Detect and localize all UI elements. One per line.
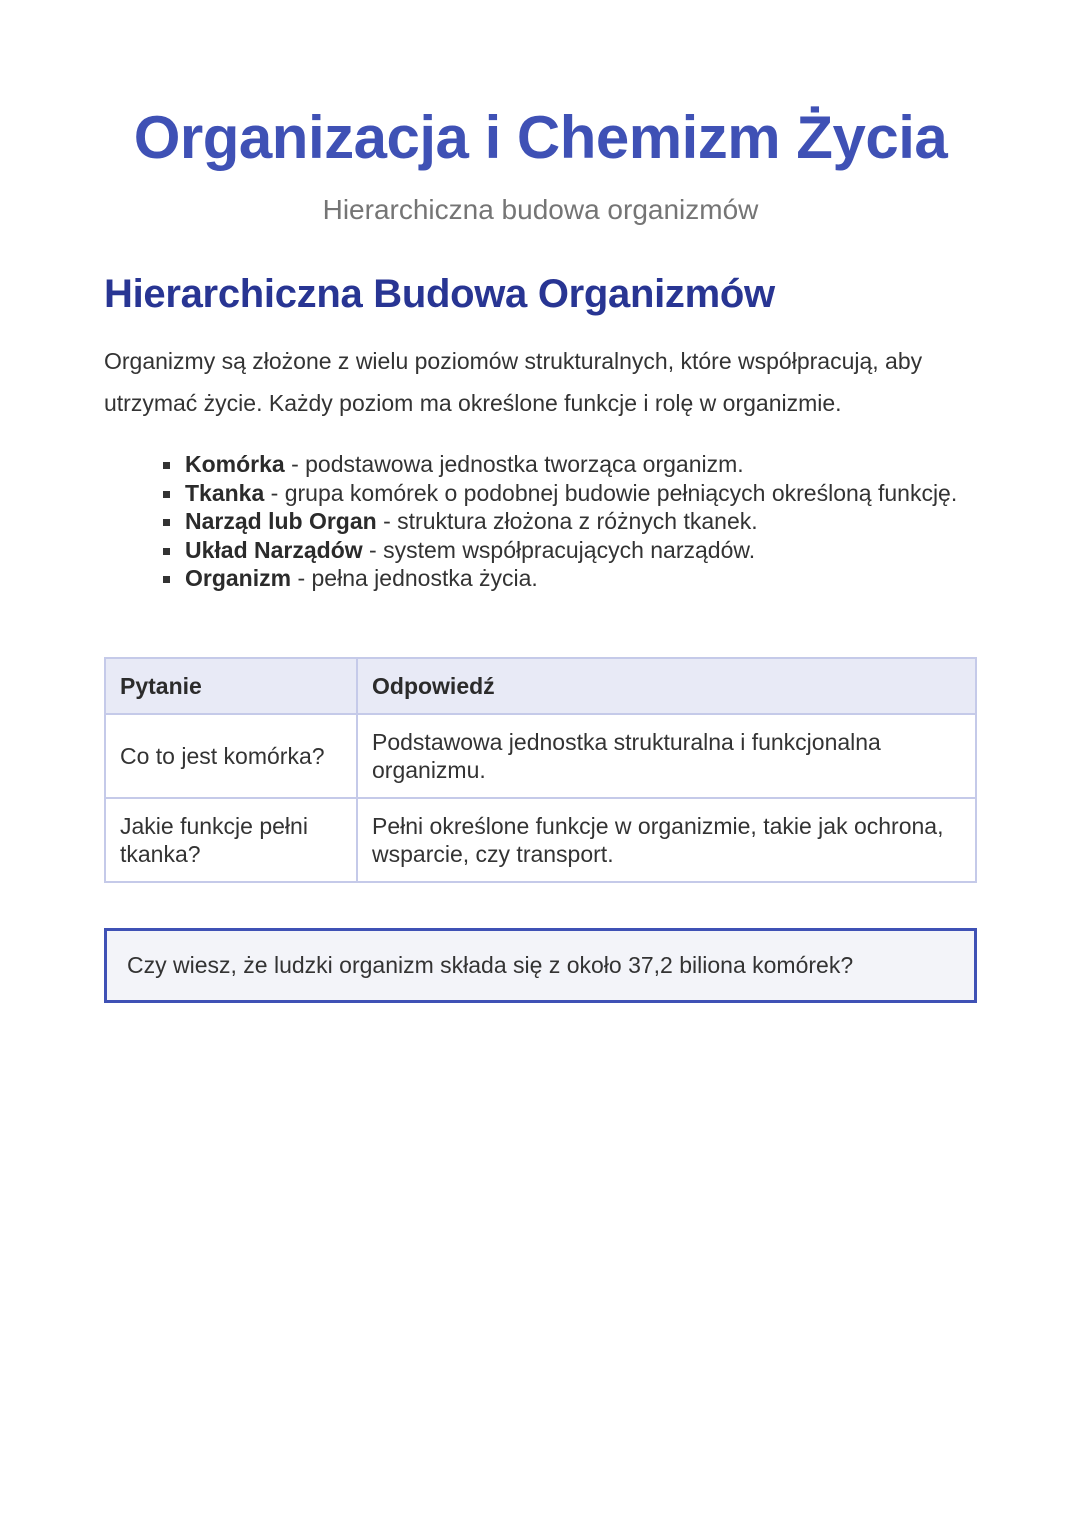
list-item-desc: - podstawowa jednostka tworząca organizm. xyxy=(284,451,744,477)
list-item-desc: - grupa komórek o podobnej budowie pełniących określoną funkcję. xyxy=(264,479,958,506)
answer-cell: Pełni określone funkcje w organizmie, takie jak ochrona, wsparcie, czy transport. xyxy=(357,798,976,882)
list-item xyxy=(185,450,975,479)
page-subtitle: Hierarchiczna budowa organizmów xyxy=(322,194,759,225)
square-bullet-icon xyxy=(163,519,170,526)
square-bullet-icon xyxy=(163,576,170,583)
intro-paragraph: Organizmy są złożone z wielu poziomów strukturalnych, które współpracują, aby utrzymać życie. Każdy poziom ma określone funkcje i rolę w organizmie. xyxy=(104,348,923,416)
square-bullet-icon xyxy=(163,462,170,469)
list-item-term: Komórka xyxy=(185,451,285,477)
table-header-row xyxy=(105,658,976,714)
fun-fact-box xyxy=(104,928,977,1003)
hierarchy-list xyxy=(185,450,975,593)
section-heading: Hierarchiczna Budowa Organizmów xyxy=(104,272,775,316)
page-title: Organizacja i Chemizm Życia xyxy=(133,104,948,171)
square-bullet-icon xyxy=(163,491,170,498)
qa-table xyxy=(104,657,977,883)
column-header-question: Pytanie xyxy=(105,658,357,714)
list-item-desc: - pełna jednostka życia. xyxy=(291,565,538,591)
list-item-desc: - system współpracujących narządów. xyxy=(362,536,756,563)
fun-fact-text: Czy wiesz, że ludzki organizm składa się z około 37,2 biliona komórek? xyxy=(127,952,854,978)
column-header-answer: Odpowiedź xyxy=(357,658,976,714)
list-item xyxy=(185,536,975,565)
list-item-desc: - struktura złożona z różnych tkanek. xyxy=(376,508,758,534)
list-item-term: Organizm xyxy=(185,565,292,591)
list-item-term: Układ Narządów xyxy=(185,536,363,563)
table-row xyxy=(105,798,976,882)
question-cell: Co to jest komórka? xyxy=(105,714,357,798)
question-cell: Jakie funkcje pełni tkanka? xyxy=(105,798,357,882)
list-item-term: Tkanka xyxy=(185,479,265,506)
list-item-term: Narząd lub Organ xyxy=(185,508,377,534)
list-item xyxy=(185,479,975,508)
list-item xyxy=(185,564,975,593)
list-item xyxy=(185,507,975,536)
answer-cell: Podstawowa jednostka strukturalna i funkcjonalna organizmu. xyxy=(357,714,976,798)
table-row xyxy=(105,714,976,798)
square-bullet-icon xyxy=(163,548,170,555)
